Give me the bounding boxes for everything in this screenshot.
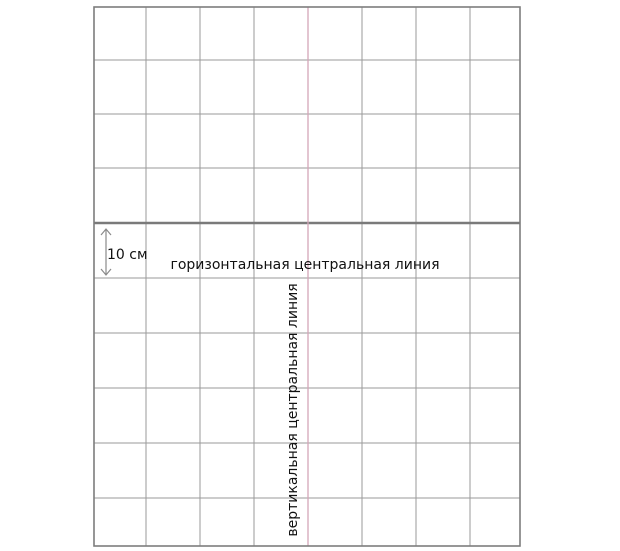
dimension-label: 10 см (107, 247, 148, 263)
horizontal-center-label: горизонтальная центральная линия (170, 257, 440, 273)
vertical-center-label: вертикальная центральная линия (285, 283, 301, 537)
grid-lines (94, 7, 520, 546)
grid-border (94, 7, 520, 546)
